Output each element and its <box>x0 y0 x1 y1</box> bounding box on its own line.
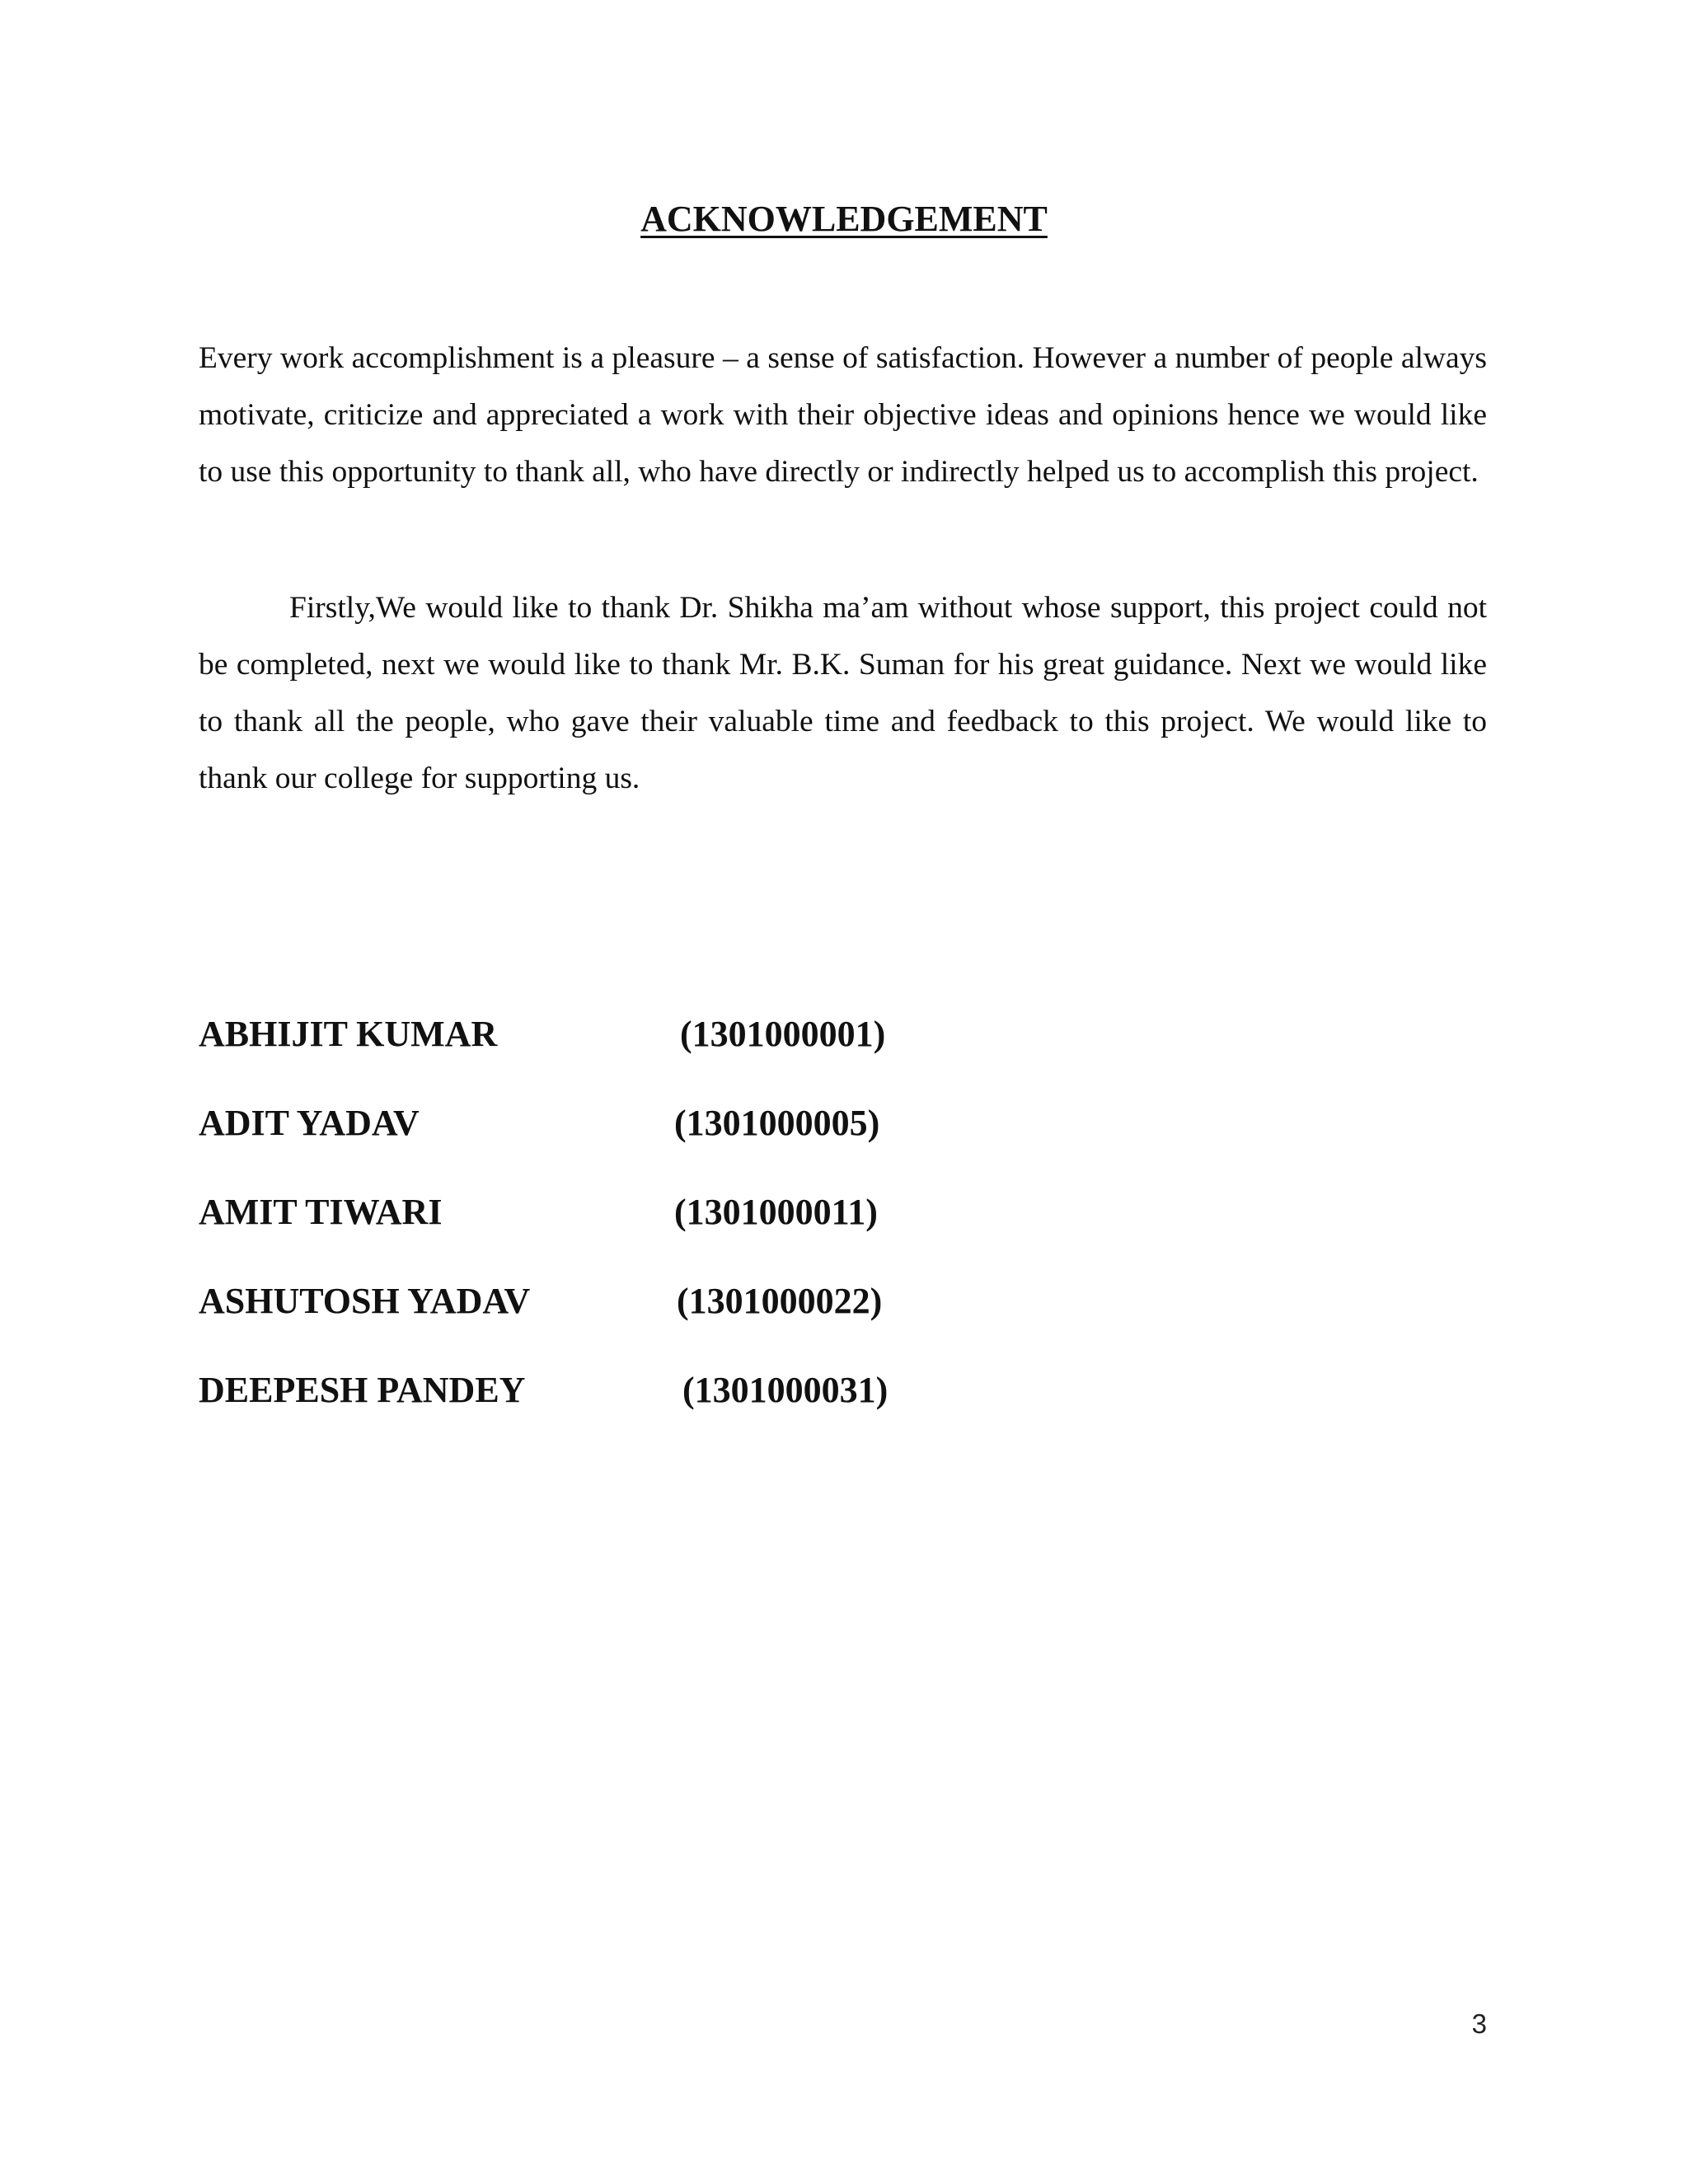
member-list <box>199 1010 1188 1455</box>
member-name: AMIT TIWARI <box>199 1192 443 1232</box>
member-row <box>199 1277 1188 1366</box>
page-title: ACKNOWLEDGEMENT <box>640 199 1048 239</box>
member-row <box>199 1099 1188 1188</box>
member-row <box>199 1010 1188 1099</box>
paragraph-intro: Every work accomplishment is a pleasure – a sense of satisfaction. However a number of people always motivate, criticize and appreciated a work with their objective ideas and opinions hence we would like to use this opportunity to thank all, who have directly or indirectly helped us to accomplish this project. <box>199 341 1487 489</box>
member-name: DEEPESH PANDEY <box>199 1370 526 1410</box>
page-number: 3 <box>1471 2008 1487 2039</box>
member-row <box>199 1188 1188 1277</box>
member-roll-number: (1301000022) <box>677 1281 883 1321</box>
member-roll-number: (1301000001) <box>680 1014 886 1054</box>
paragraph-thanks: Firstly,We would like to thank Dr. Shikha ma’am without whose support, this project could not be completed, next we would like to thank Mr. B.K. Suman for his great guidance. Next we would like to thank all the people, who gave their valuable time and feedback to this project. We would like to thank our college for supporting us. <box>199 591 1487 795</box>
member-roll-number: (1301000031) <box>682 1370 889 1410</box>
member-roll-number: (1301000011) <box>674 1192 878 1232</box>
member-roll-number: (1301000005) <box>674 1103 880 1143</box>
member-name: ABHIJIT KUMAR <box>199 1014 498 1054</box>
member-row <box>199 1366 1188 1455</box>
member-name: ADIT YADAV <box>199 1103 420 1143</box>
member-name: ASHUTOSH YADAV <box>199 1281 531 1321</box>
